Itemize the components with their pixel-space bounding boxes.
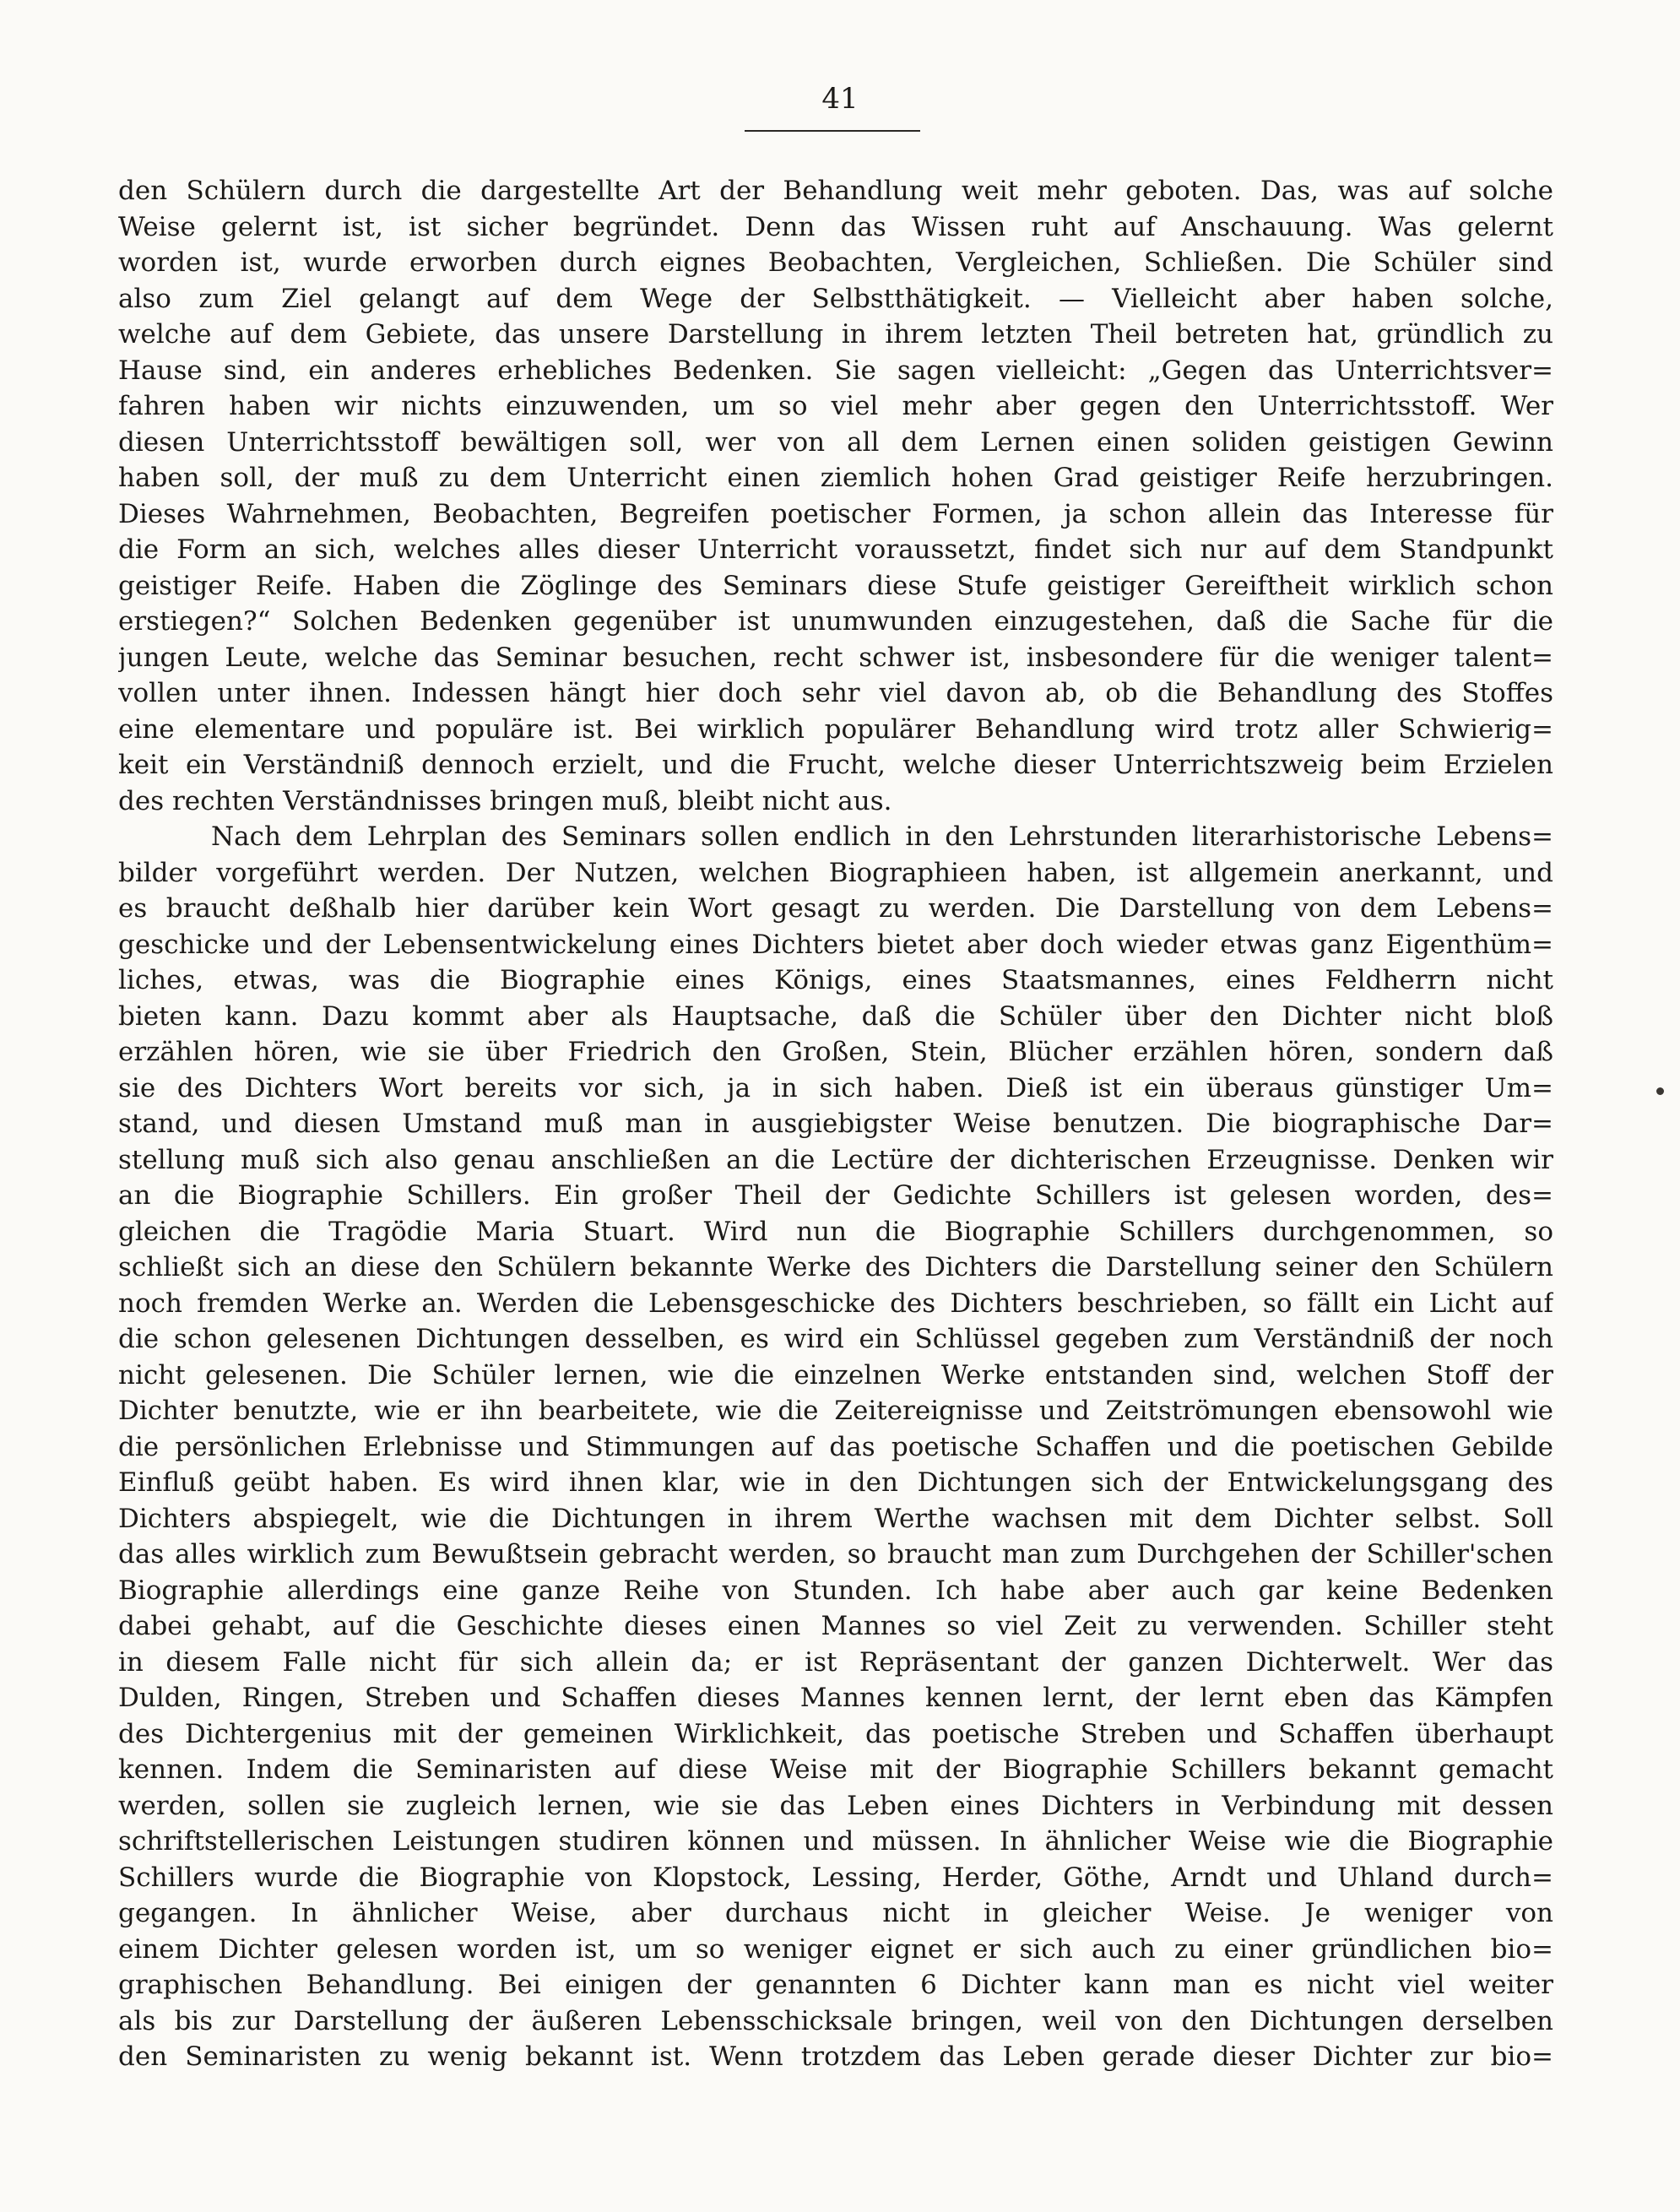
text-line: die Form an sich, welches alles dieser Unterricht voraussetzt, findet sich nur auf dem Standpunkt (118, 534, 1553, 565)
text-line: den Schülern durch die dargestellte Art der Behandlung weit mehr geboten. Das, was auf solche (118, 176, 1553, 206)
text-line: stand, und diesen Umstand muß man in ausgiebigster Weise benutzen. Die biographische Dar= (118, 1109, 1553, 1139)
text-line: keit ein Verständniß dennoch erzielt, und die Frucht, welche dieser Unterrichtszweig beim Erzielen (118, 750, 1553, 780)
paragraph-start-line: Nach dem Lehrplan des Seminars sollen endlich in den Lehrstunden literarhistorische Lebens= (211, 821, 1553, 852)
body-text (118, 173, 1553, 2075)
text-line: haben soll, der muß zu dem Unterricht einen ziemlich hohen Grad geistiger Reife herzubringen. (118, 463, 1553, 493)
text-line: sie des Dichters Wort bereits vor sich, ja in sich haben. Dieß ist ein überaus günstiger Um= (118, 1072, 1553, 1103)
text-line: Dichters abspiegelt, wie die Dichtungen in ihrem Werthe wachsen mit dem Dichter selbst. Soll (118, 1503, 1553, 1534)
text-line: graphischen Behandlung. Bei einigen der genannten 6 Dichter kann man es nicht viel weiter (118, 1970, 1553, 2000)
text-line: Dieses Wahrnehmen, Beobachten, Begreifen poetischer Formen, ja schon allein das Interesse für (118, 498, 1553, 529)
text-line: diesen Unterrichtsstoff bewältigen soll, wer von all dem Lernen einen soliden geistigen Gewinn (118, 426, 1553, 458)
text-line: die persönlichen Erlebnisse und Stimmungen auf das poetische Schaffen und die poetischen Gebilde (118, 1431, 1553, 1462)
text-line: geistiger Reife. Haben die Zöglinge des Seminars diese Stufe geistiger Gereiftheit wirklich schon (118, 570, 1553, 601)
text-line: gegangen. In ähnlicher Weise, aber durchaus nicht in gleicher Weise. Je weniger von (118, 1898, 1553, 1928)
text-line: einem Dichter gelesen worden ist, um so weniger eignet er sich auch zu einer gründlichen bio= (118, 1933, 1553, 1965)
text-line: stellung muß sich also genau anschließen an die Lectüre der dichterischen Erzeugnisse. Denken wir (118, 1144, 1553, 1175)
text-line: des Dichtergenius mit der gemeinen Wirklichkeit, das poetische Streben und Schaffen überhaupt (118, 1718, 1553, 1749)
text-line: werden, sollen sie zugleich lernen, wie sie das Leben eines Dichters in Verbindung mit dessen (118, 1790, 1553, 1821)
text-line: an die Biographie Schillers. Ein großer Theil der Gedichte Schillers ist gelesen worden, des= (118, 1180, 1553, 1211)
text-line: Dichter benutzte, wie er ihn bearbeitete, wie die Zeitereignisse und Zeitströmungen ebensowohl wie (118, 1396, 1553, 1426)
text-line: vollen unter ihnen. Indessen hängt hier doch sehr viel davon ab, ob die Behandlung des Stoffes (118, 678, 1553, 708)
text-line: Biographie allerdings eine ganze Reihe von Stunden. Ich habe aber auch gar keine Bedenken (118, 1575, 1553, 1606)
text-line: eine elementare und populäre ist. Bei wirklich populärer Behandlung wird trotz aller Schwierig= (118, 713, 1553, 745)
text-line: schriftstellerischen Leistungen studiren können und müssen. In ähnlicher Weise wie die Biographie (118, 1826, 1553, 1857)
text-line: erstiegen?“ Solchen Bedenken gegenüber ist unumwunden einzugestehen, daß die Sache für die (118, 606, 1553, 637)
text-line: fahren haben wir nichts einzuwenden, um so viel mehr aber gegen den Unterrichtsstoff. Wer (118, 391, 1553, 421)
text-line: Einfluß geübt haben. Es wird ihnen klar, wie in den Dichtungen sich der Entwickelungsgang des (118, 1467, 1553, 1498)
text-line: das alles wirklich zum Bewußtsein gebracht werden, so braucht man zum Durchgehen der Schiller'schen (118, 1539, 1553, 1570)
text-line: erzählen hören, wie sie über Friedrich den Großen, Stein, Blücher erzählen hören, sondern daß (118, 1037, 1553, 1067)
text-line: worden ist, wurde erworben durch eignes Beobachten, Vergleichen, Schließen. Die Schüler sind (118, 247, 1553, 278)
text-line: Hause sind, ein anderes erhebliches Bedenken. Sie sagen vielleicht: „Gegen das Unterrichtsver= (118, 355, 1553, 386)
text-line: jungen Leute, welche das Seminar besuchen, recht schwer ist, insbesondere für die weniger talent= (118, 642, 1553, 673)
text-line: nicht gelesenen. Die Schüler lernen, wie die einzelnen Werke entstanden sind, welchen Stoff der (118, 1359, 1553, 1391)
text-line: welche auf dem Gebiete, das unsere Darstellung in ihrem letzten Theil betreten hat, gründlich zu (118, 319, 1553, 350)
text-line: kennen. Indem die Seminaristen auf diese Weise mit der Biographie Schillers bekannt gemacht (118, 1754, 1553, 1785)
text-line: Weise gelernt ist, ist sicher begründet. Denn das Wissen ruht auf Anschauung. Was gelernt (118, 211, 1553, 242)
paragraph-end-line: des rechten Verständnisses bringen muß, bleibt nicht aus. (118, 785, 892, 816)
text-line: also zum Ziel gelangt auf dem Wege der Selbstthätigkeit. — Vielleicht aber haben solche, (118, 283, 1553, 314)
text-line: noch fremden Werke an. Werden die Lebensgeschicke des Dichters beschrieben, so fällt ein Licht auf (118, 1288, 1553, 1319)
text-line: den Seminaristen zu wenig bekannt ist. Wenn trotzdem das Leben gerade dieser Dichter zur bio= (118, 2041, 1553, 2072)
header-rule (745, 130, 920, 132)
text-line: geschicke und der Lebensentwickelung eines Dichters bietet aber doch wieder etwas ganz Eigenthüm= (118, 929, 1553, 960)
text-line: gleichen die Tragödie Maria Stuart. Wird nun die Biographie Schillers durchgenommen, so (118, 1216, 1553, 1247)
text-line: schließt sich an diese den Schülern bekannte Werke des Dichters die Darstellung seiner den Schülern (118, 1252, 1553, 1282)
text-line: Dulden, Ringen, Streben und Schaffen dieses Mannes kennen lernt, der lernt eben das Kämpfen (118, 1683, 1553, 1713)
text-line: in diesem Falle nicht für sich allein da; er ist Repräsentant der ganzen Dichterwelt. Wer das (118, 1646, 1553, 1678)
text-line: liches, etwas, was die Biographie eines Königs, eines Staatsmannes, eines Feldherrn nicht (118, 965, 1553, 995)
ink-speck (1656, 1087, 1664, 1095)
text-line: Schillers wurde die Biographie von Klopstock, Lessing, Herder, Göthe, Arndt und Uhland durch= (118, 1862, 1553, 1893)
text-line: es braucht deßhalb hier darüber kein Wort gesagt zu werden. Die Darstellung von dem Lebens= (118, 893, 1553, 924)
text-line: dabei gehabt, auf die Geschichte dieses einen Mannes so viel Zeit zu verwenden. Schiller steht (118, 1611, 1553, 1641)
text-line: die schon gelesenen Dichtungen desselben, es wird ein Schlüssel gegeben zum Verständniß der noch (118, 1324, 1553, 1354)
text-line: als bis zur Darstellung der äußeren Lebensschicksale bringen, weil von den Dichtungen derselben (118, 2005, 1553, 2036)
text-line: bilder vorgeführt werden. Der Nutzen, welchen Biographieen haben, ist allgemein anerkannt, und (118, 857, 1553, 888)
text-line: bieten kann. Dazu kommt aber als Hauptsache, daß die Schüler über den Dichter nicht bloß (118, 1000, 1553, 1032)
page-number: 41 (821, 82, 859, 116)
